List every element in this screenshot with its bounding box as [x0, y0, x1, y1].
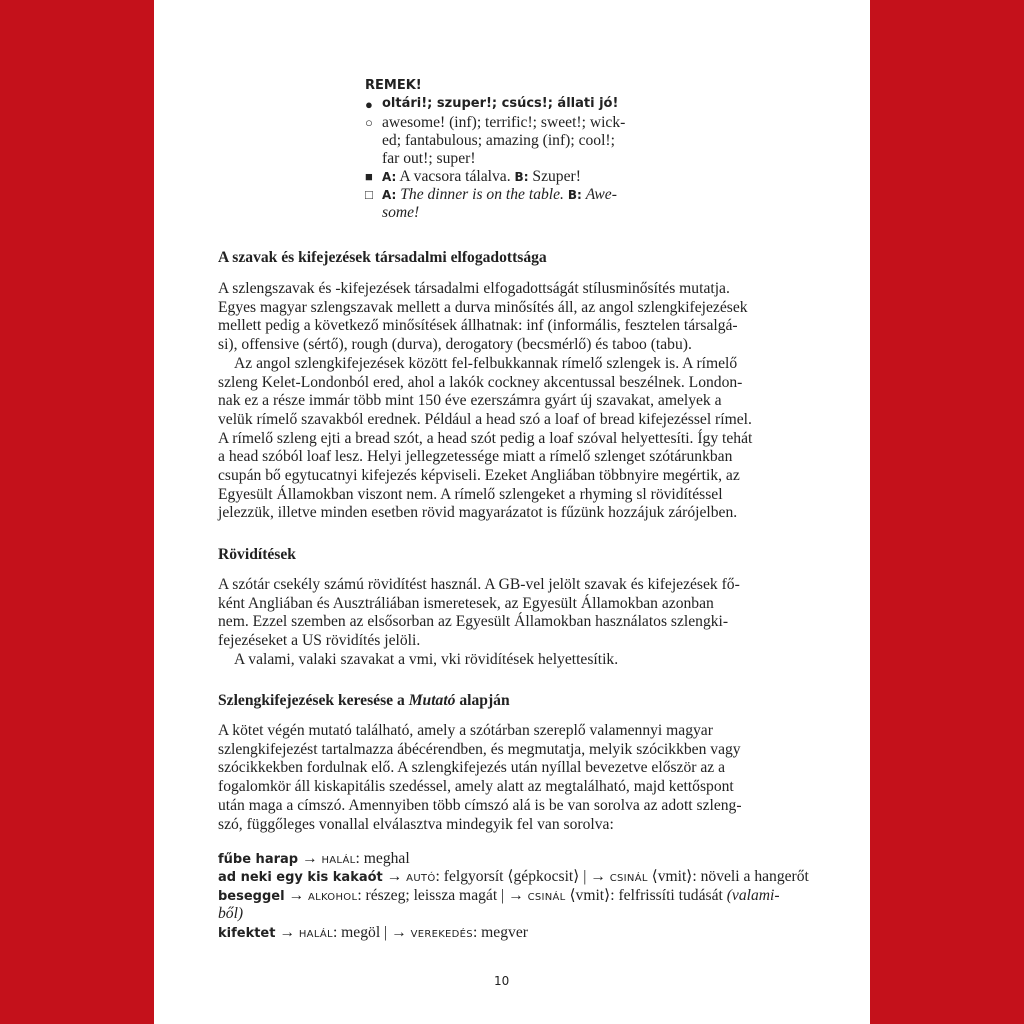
section2-title: Rövidítések — [218, 546, 296, 563]
page — [154, 0, 870, 1024]
s1-line: A rímelő szleng ejti a bread szót, a head szót pedig a loaf szóval helyettesíti. Így tehát — [218, 429, 753, 447]
s3-line: után maga a címszó. Amennyiben több címszó alá is be van sorolva az adott szleng- — [218, 796, 742, 814]
index-category: ALKOHOL — [307, 892, 358, 903]
s3-line: szócikkekben fordulnak elő. A szlengkifejezés után nyíllal bevezetve először az a — [218, 759, 726, 777]
s2-line: fejezéseket a US rövidítés jelöli. — [218, 632, 421, 650]
s1-line: Egyes magyar szlengszavak mellett a durva minősítés áll, az angol szlengkifejezések — [218, 298, 748, 316]
hu-example-b: Szuper! — [532, 168, 581, 185]
index-category: AUTÓ — [406, 873, 436, 884]
section3-title — [218, 692, 510, 710]
en-line1-text: awesome! (inf); terrific!; sweet!; wick- — [382, 114, 626, 131]
index-entry: ad neki egy kis kakaót → AUTÓ: felgyorsít ⟨gépkocsit⟩ | → CSINÁL ⟨vmit⟩: növeli a hangerőt — [218, 868, 809, 885]
s3-title-c: alapján — [455, 692, 510, 709]
s1-line: jelezzük, illetve minden esetben rövid magyarázatot is fűzünk hozzájuk zárójelben. — [218, 504, 738, 522]
s1-line: Egyesült Államokban viszont nem. A rímelő szlengeket a rhyming sl rövidítéssel — [218, 485, 723, 503]
page-number: 10 — [494, 974, 510, 988]
s3-line: szlengkifejezést tartalmazza ábécérendben, és megmutatja, melyik szócikkben vagy — [218, 740, 741, 758]
s1-line: szleng Kelet-Londonból ered, ahol a lakók cockney akcentussal beszélnek. London- — [218, 373, 743, 391]
s3-title-b: Mutató — [408, 692, 456, 709]
index-term: ad neki egy kis kakaót — [218, 870, 383, 885]
s3-line: A kötet végén mutató található, amely a szótárban szereplő valamennyi magyar — [218, 722, 713, 739]
s1-line: a head szóból loaf lesz. Helyi jellegzetessége miatt a rímelő szlenget szótárunkban — [218, 448, 733, 466]
s1-line: si), offensive (sértő), rough (durva), derogatory (becsmérlő) és taboo (tabu). — [218, 336, 692, 354]
s1-line: csupán bő egytucatnyi kifejezés képviseli. Ezeket Angliában többnyire megértik, az — [218, 467, 740, 485]
s2-line: nem. Ezzel szemben az elsősorban az Egyesült Államokban használatos szlengki- — [218, 613, 729, 631]
entry-en-example-cont: some! — [382, 204, 420, 221]
index-entry: beseggel → ALKOHOL: részeg; leissza magát | → CSINÁL ⟨vmit⟩: felfrissíti tudását (valami- — [218, 887, 780, 904]
section3-text — [218, 722, 781, 834]
index-term: beseggel — [218, 889, 285, 904]
entry-en-example — [382, 186, 617, 205]
hollow-square-bullet-icon: □ — [365, 187, 373, 202]
entry-en-line2: ed; fantabulous; amazing (inf); cool!; — [382, 132, 615, 149]
hollow-circle-bullet-icon: ○ — [365, 115, 373, 130]
s3-line: fogalomkör áll kiskapitális szedéssel, amely alatt az megtalálható, majd kettőspont — [218, 778, 734, 796]
index-entry: fűbe harap → HALÁL: meghal — [218, 850, 410, 867]
entry-hu-example — [382, 168, 581, 187]
index-entry: kifektet → HALÁL: megöl | → VEREKEDÉS: megver — [218, 924, 528, 941]
speaker-a-label-en: A: — [382, 188, 397, 202]
s2-line: ként Angliában és Ausztráliában ismeretesek, az Egyesült Államokban azonban — [218, 594, 714, 612]
section2-text — [218, 576, 781, 670]
entry-hu-variants: oltári!; szuper!; csúcs!; állati jó! — [382, 96, 619, 111]
speaker-a-label: A: — [382, 170, 397, 184]
speaker-b-label-en: B: — [567, 188, 582, 202]
s1-line: Az angol szlengkifejezések között fel-felbukkannak rímelő szlengek is. A rímelő — [234, 354, 738, 372]
section1-title: A szavak és kifejezések társadalmi elfogadottsága — [218, 249, 547, 266]
s1-line: velük rímelő szavakból erednek. Például a head szó a loaf of bread kifejezéssel rímel. — [218, 410, 752, 428]
section1-text — [218, 280, 781, 523]
en-example-a: The dinner is on the table. — [400, 186, 564, 203]
index-category: HALÁL — [298, 929, 333, 940]
index-entry-cont: ből) — [218, 905, 244, 922]
s3-title-a: Szlengkifejezések keresése a — [218, 692, 409, 709]
s1-line: mellett pedig a következő minősítések állhatnak: inf (informális, fesztelen társalgá- — [218, 317, 738, 335]
hu-example-a: A vacsora tálalva. — [399, 168, 511, 185]
s1-line: nak ez a része immár több mint 150 éve ezerszámra gyárt új szavakat, amelyek a — [218, 392, 722, 410]
entry-headword: REMEK! — [365, 78, 422, 93]
en-example-b: Awe- — [585, 186, 617, 203]
s3-line: szó, függőleges vonallal elválasztva mindegyik fel van sorolva: — [218, 815, 614, 833]
index-category: CSINÁL — [609, 873, 648, 884]
entry-en-line3: far out!; super! — [382, 150, 476, 167]
s2-line: A valami, valaki szavakat a vmi, vki rövidítések helyettesítik. — [234, 650, 619, 668]
index-category: VEREKEDÉS — [410, 929, 473, 940]
speaker-b-label: B: — [514, 170, 529, 184]
index-category: CSINÁL — [527, 892, 566, 903]
s1-line: A szlengszavak és -kifejezések társadalmi elfogadottságát stílusminősítés mutatja. — [218, 280, 730, 297]
index-category: HALÁL — [321, 855, 356, 866]
entry-en-line1 — [382, 114, 625, 133]
s2-line: A szótár csekély számú rövidítést használ. A GB-vel jelölt szavak és kifejezések fő- — [218, 576, 740, 593]
index-term: kifektet — [218, 926, 276, 941]
index-term: fűbe harap — [218, 852, 299, 867]
filled-square-bullet-icon: ■ — [365, 169, 373, 184]
filled-circle-bullet-icon: ● — [365, 97, 373, 112]
